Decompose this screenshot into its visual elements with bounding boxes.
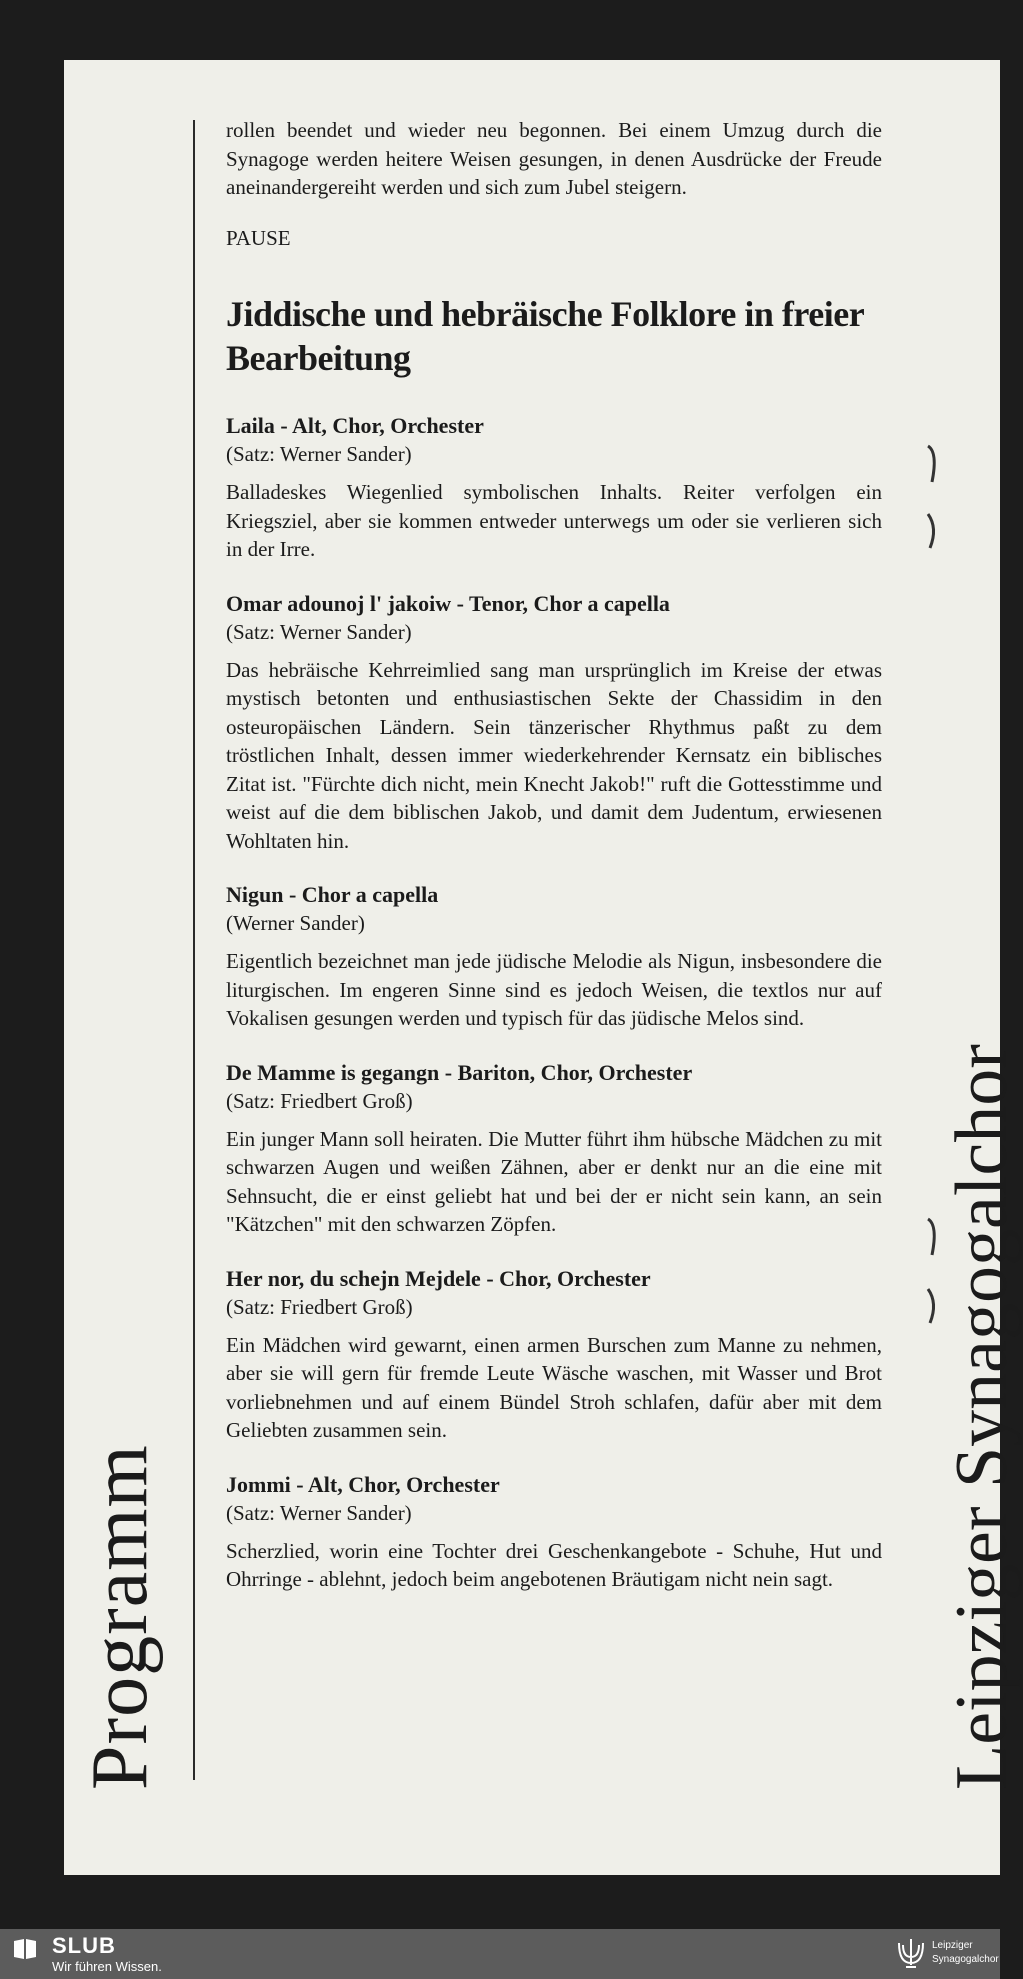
slub-logo-icon[interactable] (12, 1937, 38, 1961)
side-title-programm: Programm (76, 1444, 164, 1790)
piece-arranger: (Satz: Werner Sander) (226, 1500, 412, 1525)
footer-bar (0, 1929, 1000, 1979)
piece-description: Das hebräische Kehrreimlied sang man ursprünglich im Kreise der etwas mystisch betonten und enthusiastischen Sekte der Chassidim in den osteuropäischen Ländern. Sein tänzerischer Rhythmus paßt zu dem tröstlichen Inhalt, dessen immer wiederkehrender Kernsatz ein biblisches Zitat ist. "Fürchte dich nicht, mein Knecht Jakob!" ruft die Gottesstimme und weist auf die dem biblischen Jakob, und damit dem Judentum, erwiesenen Wohltaten hin. (226, 657, 882, 853)
staple-icon (922, 1215, 944, 1260)
piece-title: Omar adounoj l' jakoiw - Tenor, Chor a capella (226, 590, 670, 616)
staple-icon (922, 442, 944, 487)
piece-title: De Mamme is gegangn - Bariton, Chor, Orchester (226, 1059, 693, 1085)
piece-nigun (226, 881, 882, 1033)
piece-jommi (226, 1471, 882, 1594)
piece-arranger: (Satz: Friedbert Groß) (226, 1294, 413, 1319)
pause-label: PAUSE (226, 225, 291, 250)
piece-arranger: (Werner Sander) (226, 911, 365, 935)
piece-laila (226, 412, 882, 564)
intro-paragraph: rollen beendet und wieder neu begonnen. Bei einem Umzug durch die Synagoge werden heitere Weisen gesungen, in denen Ausdrücke der Freude aneinandergereiht werden und sich zum Jubel steigern. (226, 118, 882, 199)
partner-name-line2: Synagogalchor (932, 1954, 999, 1965)
piece-description: Eigentlich bezeichnet man jede jüdische Melodie als Nigun, insbesondere die liturgischen. Im engeren Sinne sind es jedoch Weisen, die textlos nur auf Vokalisen gesungen werden und typisch für das jüdische Melos sind. (226, 949, 882, 1030)
partner-name (932, 1939, 999, 1967)
slub-tagline: Wir führen Wissen. (52, 1959, 162, 1974)
piece-her-nor (226, 1265, 882, 1445)
piece-de-mamme (226, 1059, 882, 1239)
piece-omar-adounoj (226, 590, 882, 856)
piece-title: Nigun - Chor a capella (226, 882, 439, 907)
piece-description: Ein Mädchen wird gewarnt, einen armen Burschen zum Manne zu nehmen, aber sie will gern für fremde Leute Wäsche waschen, mit Wasser und Brot vorliebnehmen und auf einem Bündel Stroh schlafen, dafür aber mit dem Geliebten zusammen sein. (226, 1332, 882, 1442)
partner-name-line1: Leipziger (932, 1940, 973, 1951)
menorah-icon (896, 1935, 926, 1971)
staple-icon (922, 1285, 944, 1330)
vertical-rule (193, 120, 195, 1780)
piece-description: Ein junger Mann soll heiraten. Die Mutter führt ihm hübsche Mädchen zu mit schwarzen Augen und weißen Zähnen, aber er denkt nur an die eine mit Sehnsucht, die er einst geliebt hat und bei der er nicht sein kann, an sein "Kätzchen" mit den schwarzen Zöpfen. (226, 1126, 882, 1236)
cover-title-vertical: Leipziger Synagogalchor (941, 1044, 1023, 1790)
slub-brand[interactable]: SLUB (52, 1933, 116, 1958)
staple-icon (922, 510, 944, 555)
piece-description: Scherzlied, worin eine Tochter drei Geschenkangebote - Schuhe, Hut und Ohrringe - ablehnt, jedoch beim angebotenen Bräutigam nicht nein sagt. (226, 1538, 882, 1591)
piece-arranger: (Satz: Werner Sander) (226, 442, 412, 466)
piece-title: Jommi - Alt, Chor, Orchester (226, 1471, 500, 1497)
piece-arranger: (Satz: Friedbert Groß) (226, 1088, 413, 1113)
section-heading: Jiddische und hebräische Folklore in freier Bearbeitung (226, 294, 864, 378)
piece-title: Laila - Alt, Chor, Orchester (226, 413, 484, 438)
piece-description: Balladeskes Wiegenlied symbolischen Inhalts. Reiter verfolgen ein Kriegsziel, aber sie kommen entweder unterwegs um oder sie verlieren sich in der Irre. (226, 480, 882, 561)
piece-title: Her nor, du schejn Mejdele - Chor, Orchester (226, 1265, 651, 1291)
piece-arranger: (Satz: Werner Sander) (226, 619, 412, 644)
program-content (226, 116, 882, 1620)
